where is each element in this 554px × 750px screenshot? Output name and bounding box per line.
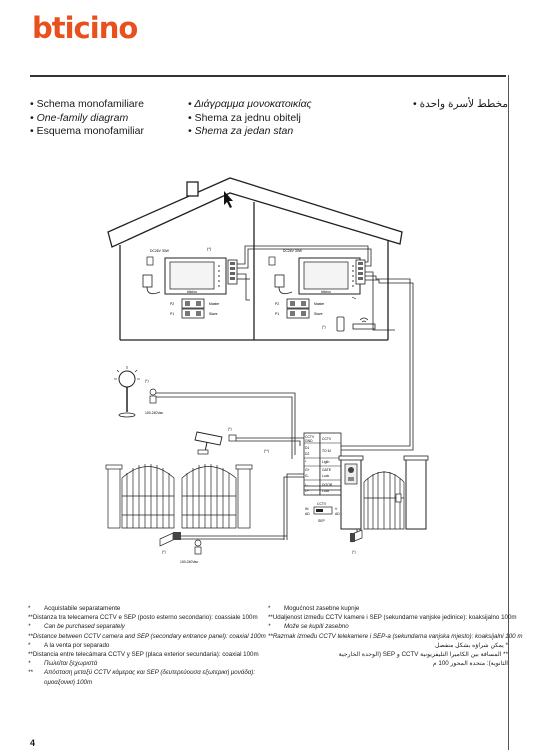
note-row xyxy=(268,622,508,631)
note-row xyxy=(28,659,256,668)
key-master-label-2: Master xyxy=(314,302,325,306)
actuator-optional-marker: (*) xyxy=(162,550,166,554)
terminal-door-lock: Lock xyxy=(322,489,330,493)
note-row xyxy=(28,632,266,641)
garden-lamp-icon xyxy=(114,366,140,417)
note-mark: ** xyxy=(28,614,33,622)
monitor-power-label-2: DC26V 30W xyxy=(283,249,302,253)
title-english: • One-family diagram xyxy=(30,112,144,126)
keypad-secondary xyxy=(275,299,325,318)
notes-right xyxy=(268,604,523,668)
note-row xyxy=(28,622,256,631)
note-arabic-3: الثانوية): متحدة المحور 100 م xyxy=(432,660,508,668)
title-spanish: • Esquema monofamiliar xyxy=(30,125,144,139)
wifi-mark xyxy=(352,297,356,299)
note-row xyxy=(28,641,256,650)
title-croatian: • Shema za jednu obitelj xyxy=(188,112,312,126)
title-serbian: • Shema za jedan stan xyxy=(188,125,312,139)
note-text: Distancia entre telecámara CCTV y SEP (placa exterior secundaria): coaxial 100m xyxy=(32,651,259,659)
door-lock-icon xyxy=(350,530,362,542)
lamp-mains-label: 100-240Vac xyxy=(145,411,164,415)
note-row xyxy=(268,632,523,641)
note-row xyxy=(28,668,256,677)
phone-optional-marker: (*) xyxy=(322,325,326,329)
key-slave-label: Slave xyxy=(209,312,218,316)
lamp-wire-2 xyxy=(156,397,292,459)
key-p1-label-2: P1 xyxy=(275,312,280,316)
key-slave-label-2: Slave xyxy=(314,312,323,316)
note-text: ομοαξονική 100m xyxy=(44,678,93,686)
gate-relay-icon xyxy=(195,540,201,554)
pedestrian-gate xyxy=(364,471,404,529)
note-text: Mogućnost zasebne kupnje xyxy=(284,605,360,612)
note-mark xyxy=(28,678,44,687)
key-master-label: Master xyxy=(209,302,220,306)
terminal-g-plus: G+ xyxy=(305,468,310,472)
gate-actuator-icon xyxy=(160,532,181,546)
note-mark: ** xyxy=(268,632,273,640)
terminal-gate-lock: Lock xyxy=(322,474,330,478)
terminal-l-minus: L- xyxy=(305,483,309,487)
switch-in: IN xyxy=(305,507,309,511)
bticino-logo: bticino xyxy=(32,11,138,45)
note-row xyxy=(268,604,508,613)
note-mark: * xyxy=(28,605,31,612)
note-text: Distanza tra telecamera CCTV e SEP (posto esterno secondario): coassiale 100m xyxy=(32,614,258,622)
note-row xyxy=(28,650,259,659)
camera-optional-marker: (*) xyxy=(228,427,232,431)
note-mark: * xyxy=(268,623,271,631)
note-text: Udaljenost između CCTV kamere i SEP (sekundarne vanjske jedinice): koaksijalno 100m xyxy=(272,614,517,622)
terminal-d1: D1 xyxy=(305,446,310,450)
key-p1-label: P1 xyxy=(170,312,175,316)
note-mark: * xyxy=(268,605,271,612)
terminal-gate: GATE xyxy=(322,468,331,472)
cctv-switch xyxy=(305,502,340,523)
note-text: Πωλείται ξεχωριστά xyxy=(44,660,98,668)
terminal-right-cctv: CCTV xyxy=(322,437,332,441)
lamp-relay-icon xyxy=(150,389,156,403)
chimney xyxy=(187,182,198,196)
note-arabic-1: * يمكن شراؤه بشكل منفصل xyxy=(435,641,508,649)
monitor-brand-label: bticino xyxy=(187,290,197,294)
note-mark: ** xyxy=(28,632,33,640)
lock-optional-marker: (*) xyxy=(352,550,356,554)
power-adapter-icon xyxy=(143,257,160,294)
monitor-power-label: DC26V 30W xyxy=(150,249,169,253)
note-text: Απόσταση μεταξύ CCTV κάμερας και SEP (δευτερεύουσα εξωτερική μονάδα): xyxy=(44,669,256,677)
terminal-g-minus: G- xyxy=(305,474,309,478)
note-text: Može se kupiti zasebno xyxy=(284,623,349,631)
note-text: Distance between CCTV camera and SEP (secondary entrance panel): coaxial 100m xyxy=(32,632,266,640)
terminal-to-iu: TO IU xyxy=(322,449,331,453)
power-adapter-icon-2 xyxy=(269,257,292,294)
title-greek: • Διάγραμμα μονοκατοικίας xyxy=(188,98,312,112)
note-row xyxy=(28,604,256,613)
main-gate xyxy=(106,464,252,528)
notes-left xyxy=(28,604,266,687)
note-text: Can be purchased separately xyxy=(44,623,125,631)
page-number: 4 xyxy=(30,738,36,748)
house-roof xyxy=(108,178,402,247)
terminal-light: Ligth xyxy=(322,460,330,464)
monitor-master xyxy=(165,258,237,294)
note-row xyxy=(28,678,256,687)
switch-ad-left: AD xyxy=(305,512,310,516)
monitor-secondary xyxy=(299,258,365,294)
smartphone-icon xyxy=(337,317,344,331)
keypad-master xyxy=(170,299,220,318)
terminal-gnd: GND xyxy=(305,439,313,443)
switch-v: V xyxy=(335,507,338,511)
monitor-brand-label-2: bticino xyxy=(321,290,331,294)
terminal-l-plus: L+ xyxy=(305,489,309,493)
note-arabic-2: ** المسافة بين الكاميرا التليفزيونية CCTV و SEP (الوحدة الخارجية xyxy=(338,651,508,659)
note-text: A la venta por separado xyxy=(44,641,110,649)
title-arabic: مخطط لأسرة واحدة • xyxy=(398,98,508,112)
switch-sep: SEP xyxy=(318,519,325,523)
title-italian: • Schema monofamiliare xyxy=(30,98,144,112)
gate-mains-label: 100-240Vac xyxy=(180,560,199,564)
camera-wire-2 xyxy=(236,441,300,446)
switch-label: CCTV xyxy=(317,502,327,506)
cctv-camera-icon xyxy=(195,432,236,454)
note-mark: * xyxy=(28,660,31,668)
terminal-star: * xyxy=(305,460,307,464)
note-mark: ** xyxy=(268,614,273,622)
lamp-optional-marker: (*) xyxy=(145,379,149,383)
key-p2-label-2: P2 xyxy=(275,302,280,306)
note-mark: * xyxy=(28,641,31,649)
key-p2-label: P2 xyxy=(170,302,175,306)
optional-marker: (*) xyxy=(207,246,212,251)
note-text: Acquistabile separatamente xyxy=(44,605,121,612)
terminal-door: DOOR xyxy=(322,483,333,487)
camera-distance-marker: (**) xyxy=(264,449,269,453)
note-mark: ** xyxy=(28,669,33,677)
note-mark: * xyxy=(28,623,31,631)
note-row xyxy=(268,613,517,622)
switch-ad-right: AD xyxy=(335,512,340,516)
terminal-d2: D2 xyxy=(305,452,310,456)
lamp-wire xyxy=(156,393,295,455)
note-mark: ** xyxy=(28,651,33,659)
note-text: Razmak između CCTV telekamere i SEP-a (sekundarna vanjska mjesto): koaksijalni 100 m xyxy=(272,632,523,640)
terminal-cctv: CCTV xyxy=(305,435,315,439)
router-icon xyxy=(353,318,375,329)
note-row xyxy=(28,613,256,622)
